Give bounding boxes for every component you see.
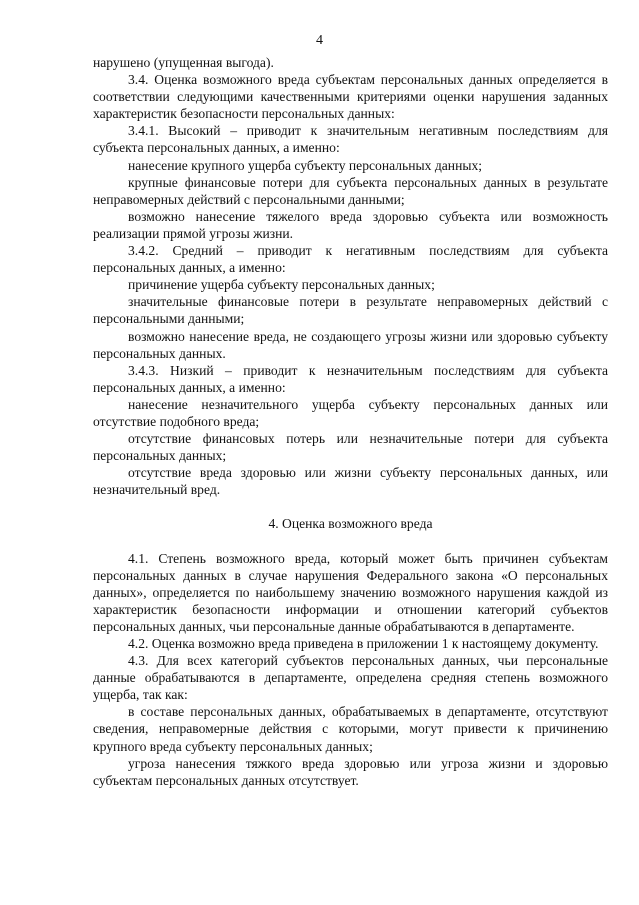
document-body xyxy=(93,54,608,789)
page-number: 4 xyxy=(316,33,323,48)
paragraph: причинение ущерба субъекту персональных данных; xyxy=(128,277,435,293)
paragraph: 3.4.3. Низкий – приводит к незначительным последствиям для субъекта персональных данных, а именно: xyxy=(93,362,608,395)
paragraph: возможно нанесение вреда, не создающего угрозы жизни или здоровью субъекту персональных данных. xyxy=(93,328,608,361)
paragraph: в составе персональных данных, обрабатываемых в департаменте, отсутствуют сведения, неправомерные действия с которыми, могут привести к причинению крупного вреда субъекту персональных данных; xyxy=(93,704,608,754)
paragraph: значительные финансовые потери в результате неправомерных действий с персональными данными; xyxy=(93,294,608,327)
paragraph: угроза нанесения тяжкого вреда здоровью или угроза жизни и здоровью субъектам персональных данных отсутствует. xyxy=(93,755,608,788)
paragraph: 3.4.2. Средний – приводит к негативным последствиям для субъекта персональных данных, а именно: xyxy=(93,243,608,276)
paragraph: 4.1. Степень возможного вреда, который может быть причинен субъектам персональных данных в случае нарушения Федерального закона «О персональных данных», определяется по наибольшему значению возможного нарушения каждой из характеристик безопасности информации и отношении категорий субъектов персональных данных, чьи персональные данные обрабатываются в департаменте. xyxy=(93,550,608,634)
paragraph: крупные финансовые потери для субъекта персональных данных в результате неправомерных действий с персональными данными; xyxy=(93,174,608,207)
section-heading: 4. Оценка возможного вреда xyxy=(268,516,433,532)
paragraph: 4.2. Оценка возможно вреда приведена в приложении 1 к настоящему документу. xyxy=(128,636,599,651)
paragraph: нанесение крупного ущерба субъекту персональных данных; xyxy=(128,157,483,173)
paragraph: 3.4. Оценка возможного вреда субъектам персональных данных определяется в соответствии следующими качественными критериями оценки нарушения заданных характеристик безопасности персональных данных: xyxy=(93,72,608,122)
paragraph: отсутствие финансовых потерь или незначительные потери для субъекта персональных данных; xyxy=(93,431,608,464)
paragraph: нанесение незначительного ущерба субъекту персональных данных или отсутствие подобного вреда; xyxy=(93,396,608,429)
paragraph: возможно нанесение тяжелого вреда здоровью субъекта или возможность реализации прямой угрозы жизни. xyxy=(93,208,608,241)
paragraph: отсутствие вреда здоровью или жизни субъекту персональных данных, или незначительный вред. xyxy=(93,465,608,498)
paragraph: нарушено (упущенная выгода). xyxy=(93,55,274,70)
paragraph: 4.3. Для всех категорий субъектов персональных данных, чьи персональные данные обрабатываются в департаменте, определена средняя степень возможного ущерба, так как: xyxy=(93,653,608,703)
paragraph: 3.4.1. Высокий – приводит к значительным негативным последствиям для субъекта персональных данных, а именно: xyxy=(93,123,608,156)
